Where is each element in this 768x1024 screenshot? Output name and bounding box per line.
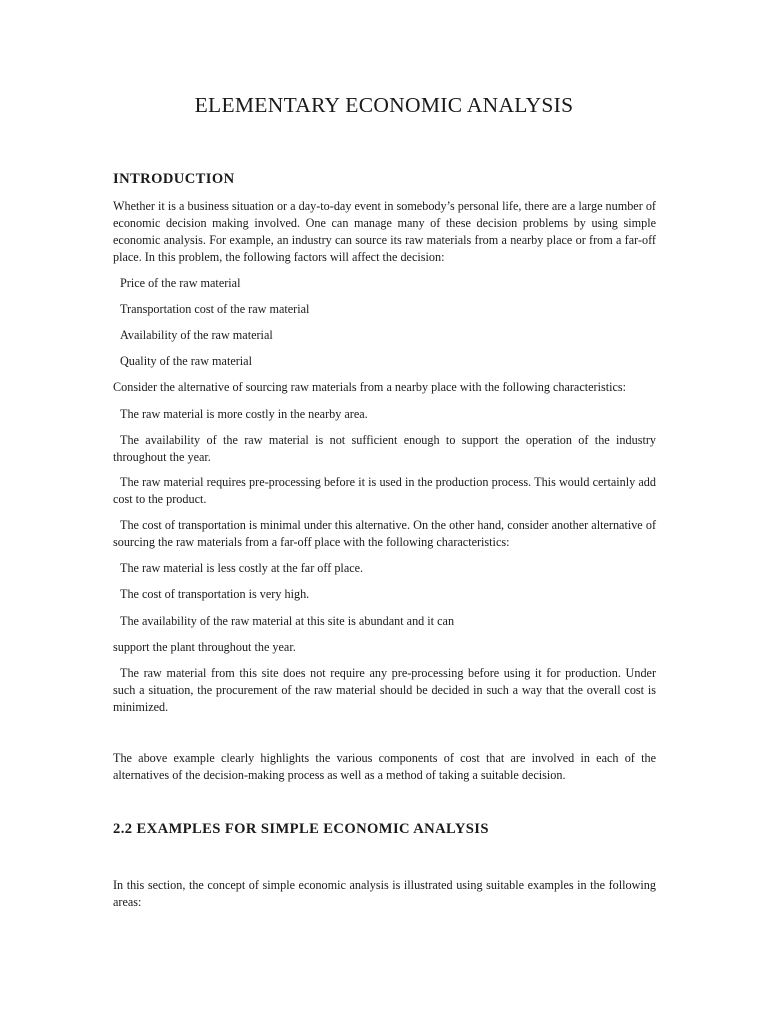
consider-paragraph: Consider the alternative of sourcing raw materials from a nearby place with the following characteristics: — [113, 380, 627, 394]
examples-heading: 2.2 EXAMPLES FOR SIMPLE ECONOMIC ANALYSIS — [113, 821, 489, 837]
factor-item: Availability of the raw material — [120, 328, 273, 342]
factor-item: Quality of the raw material — [120, 354, 252, 368]
factor-item: Price of the raw material — [120, 276, 241, 290]
faroff-item: The availability of the raw material at this site is abundant and it can — [120, 614, 455, 628]
document-title: ELEMENTARY ECONOMIC ANALYSIS — [194, 93, 574, 117]
intro-paragraph: Whether it is a business situation or a day-to-day event in somebody’s personal life, there are a large number of economic decision making involved. One can manage many of these decision problems by using simple economic analysis. For example, an industry can source its raw materials from a nearby place or from a far-off place. In this problem, the following factors will affect the decision: — [113, 199, 656, 264]
nearby-item: The raw material requires pre-processing before it is used in the production process. This would certainly add cost to the product. — [113, 475, 656, 506]
faroff-continuation: support the plant throughout the year. — [113, 640, 296, 654]
nearby-item: The availability of the raw material is not sufficient enough to support the operation of the industry throughout the year. — [113, 433, 656, 464]
nearby-item: The cost of transportation is minimal under this alternative. On the other hand, consider another alternative of sourcing the raw materials from a far-off place with the following characteristics: — [113, 518, 656, 549]
nearby-item: The raw material is more costly in the nearby area. — [120, 407, 368, 421]
section-intro-paragraph: In this section, the concept of simple economic analysis is illustrated using suitable examples in the following areas: — [113, 878, 656, 909]
factor-item: Transportation cost of the raw material — [120, 302, 310, 316]
introduction-heading: INTRODUCTION — [113, 171, 235, 187]
faroff-item: The raw material is less costly at the far off place. — [120, 561, 364, 575]
faroff-last-paragraph: The raw material from this site does not require any pre-processing before using it for production. Under such a situation, the procurement of the raw material should be decided in such a way that the overall cost is minimized. — [113, 666, 656, 714]
faroff-item: The cost of transportation is very high. — [120, 587, 310, 601]
summary-paragraph: The above example clearly highlights the various components of cost that are involved in each of the alternatives of the decision-making process as well as a method of taking a suitable decision. — [113, 751, 656, 782]
